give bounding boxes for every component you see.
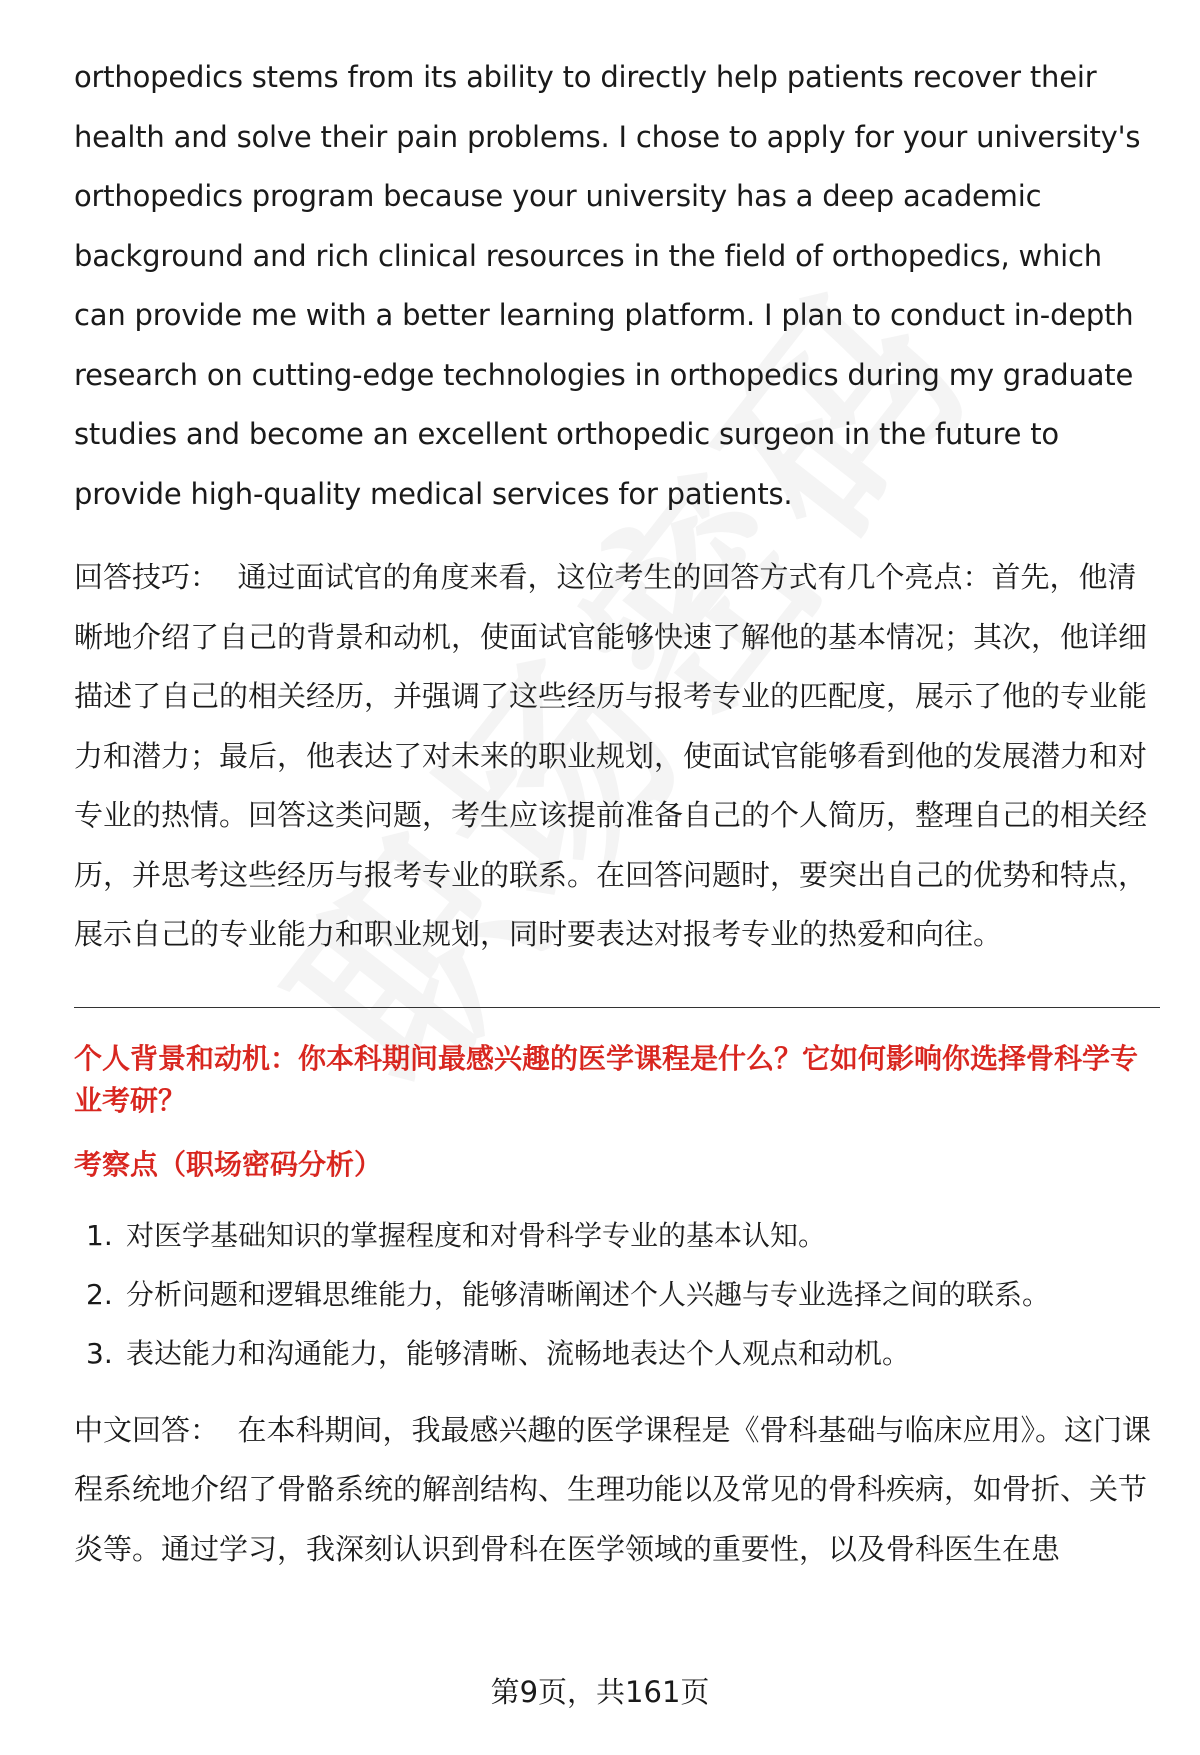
answer-label: 中文回答： [74,1412,220,1447]
list-item-number: 3. [86,1336,113,1370]
list-item [74,1324,1160,1383]
english-answer-paragraph: orthopedics stems from its ability to directly help patients recover their health and solve their pain problems. I chose to apply for your university's orthopedics program because your university has a deep academic background and rich clinical resources in the field of orthopedics, which can provide me with a better learning platform. I plan to conduct in-depth research on cutting-edge technologies in orthopedics during my graduate studies and become an excellent orthopedic surgeon in the future to provide high-quality medical services for patients. [74,60,1141,511]
list-item [74,1265,1160,1324]
list-item-number: 2. [86,1277,113,1311]
page-content [74,48,1160,1579]
tips-paragraph [74,548,1160,965]
list-item [74,1206,1160,1265]
tips-text: 通过面试官的角度来看，这位考生的回答方式有几个亮点：首先，他清晰地介绍了自己的背景和动机，使面试官能够快速了解他的基本情况；其次，他详细描述了自己的相关经历，并强调了这些经历与报考专业的匹配度，展示了他的专业能力和潜力；最后，他表达了对未来的职业规划，使面试官能够看到他的发展潜力和对专业的热情。回答这类问题，考生应该提前准备自己的个人简历，整理自己的相关经历，并思考这些经历与报考专业的联系。在回答问题时，要突出自己的优势和特点，展示自己的专业能力和职业规划，同时要表达对报考专业的热爱和向往。 [74,560,1148,951]
tips-label: 回答技巧： [74,560,220,594]
chinese-answer-paragraph [74,1401,1160,1580]
assessment-points-list [74,1206,1160,1383]
list-item-number: 1. [86,1218,113,1252]
page-number-footer: 第9页，共161页 [490,1675,710,1709]
answer-text: 在本科期间，我最感兴趣的医学课程是《骨科基础与临床应用》。这门课程系统地介绍了骨骼系统的解剖结构、生理功能以及常见的骨科疾病，如骨折、关节炎等。通过学习，我深刻认识到骨科在医学领域的重要性，以及骨科医生在患 [74,1412,1151,1566]
question-heading: 个人背景和动机：你本科期间最感兴趣的医学课程是什么？它如何影响你选择骨科学专业考研？ [74,1041,1139,1117]
points-heading: 考察点（职场密码分析） [74,1147,383,1181]
list-item-text: 表达能力和沟通能力，能够清晰、流畅地表达个人观点和动机。 [126,1336,911,1370]
list-item-text: 分析问题和逻辑思维能力，能够清晰阐述个人兴趣与专业选择之间的联系。 [126,1277,1051,1311]
section-divider [74,1007,1160,1008]
list-item-text: 对医学基础知识的掌握程度和对骨科学专业的基本认知。 [126,1218,827,1252]
